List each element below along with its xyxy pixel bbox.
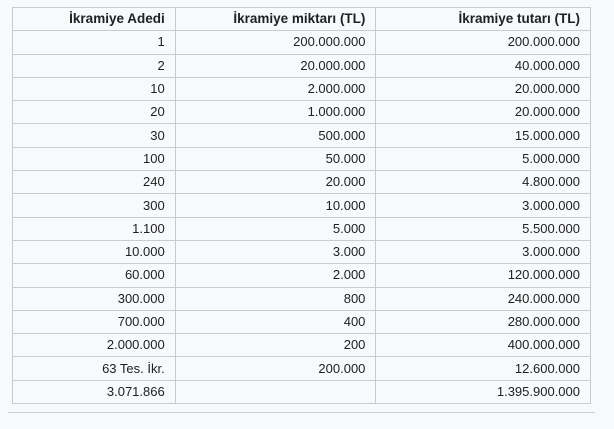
cell-prize-total: 5.500.000 bbox=[376, 217, 591, 240]
table-row bbox=[13, 357, 591, 380]
cell-prize-count: 10 bbox=[13, 77, 176, 100]
cell-prize-count: 300 bbox=[13, 194, 176, 217]
table-row bbox=[13, 310, 591, 333]
cell-prize-count: 100 bbox=[13, 147, 176, 170]
cell-prize-total: 12.600.000 bbox=[376, 357, 591, 380]
table-row bbox=[13, 31, 591, 54]
cell-prize-amount: 1.000.000 bbox=[175, 101, 376, 124]
cell-prize-amount: 200 bbox=[175, 334, 376, 357]
cell-prize-total: 3.000.000 bbox=[376, 194, 591, 217]
cell-prize-count: 2.000.000 bbox=[13, 334, 176, 357]
cell-prize-amount: 200.000.000 bbox=[175, 31, 376, 54]
cell-prize-total: 15.000.000 bbox=[376, 124, 591, 147]
header-prize-amount: İkramiye miktarı (TL) bbox=[175, 8, 376, 31]
cell-prize-total: 20.000.000 bbox=[376, 77, 591, 100]
cell-prize-count: 1.100 bbox=[13, 217, 176, 240]
table-row bbox=[13, 264, 591, 287]
cell-prize-amount: 800 bbox=[175, 287, 376, 310]
cell-total-count: 3.071.866 bbox=[13, 380, 176, 403]
cell-prize-total: 5.000.000 bbox=[376, 147, 591, 170]
cell-prize-amount: 20.000 bbox=[175, 171, 376, 194]
cell-prize-total: 280.000.000 bbox=[376, 310, 591, 333]
cell-prize-total: 3.000.000 bbox=[376, 240, 591, 263]
cell-prize-count: 1 bbox=[13, 31, 176, 54]
cell-prize-amount: 20.000.000 bbox=[175, 54, 376, 77]
cell-prize-total: 4.800.000 bbox=[376, 171, 591, 194]
table-row bbox=[13, 334, 591, 357]
cell-prize-count: 10.000 bbox=[13, 240, 176, 263]
table-row bbox=[13, 171, 591, 194]
table-row bbox=[13, 124, 591, 147]
table-header-row bbox=[13, 8, 591, 31]
cell-prize-amount: 400 bbox=[175, 310, 376, 333]
cell-prize-total: 200.000.000 bbox=[376, 31, 591, 54]
prize-table bbox=[12, 7, 591, 404]
cell-prize-amount: 50.000 bbox=[175, 147, 376, 170]
cell-prize-total: 240.000.000 bbox=[376, 287, 591, 310]
cell-prize-count: 20 bbox=[13, 101, 176, 124]
cell-prize-count: 700.000 bbox=[13, 310, 176, 333]
cell-prize-amount: 200.000 bbox=[175, 357, 376, 380]
cell-prize-count: 2 bbox=[13, 54, 176, 77]
cell-prize-amount: 5.000 bbox=[175, 217, 376, 240]
cell-prize-total: 20.000.000 bbox=[376, 101, 591, 124]
table-row bbox=[13, 101, 591, 124]
table-row bbox=[13, 147, 591, 170]
table-row bbox=[13, 54, 591, 77]
cell-prize-total: 400.000.000 bbox=[376, 334, 591, 357]
cell-prize-amount: 500.000 bbox=[175, 124, 376, 147]
cell-grand-total: 1.395.900.000 bbox=[376, 380, 591, 403]
table-row bbox=[13, 287, 591, 310]
cell-prize-amount: 2.000.000 bbox=[175, 77, 376, 100]
cell-prize-count: 63 Tes. İkr. bbox=[13, 357, 176, 380]
table-row bbox=[13, 77, 591, 100]
cell-prize-count: 240 bbox=[13, 171, 176, 194]
cell-prize-amount: 10.000 bbox=[175, 194, 376, 217]
cell-prize-total: 120.000.000 bbox=[376, 264, 591, 287]
table-row bbox=[13, 194, 591, 217]
header-prize-total: İkramiye tutarı (TL) bbox=[376, 8, 591, 31]
table-row bbox=[13, 217, 591, 240]
table-total-row bbox=[13, 380, 591, 403]
header-prize-count: İkramiye Adedi bbox=[13, 8, 176, 31]
cell-total-amount bbox=[175, 380, 376, 403]
cell-prize-amount: 2.000 bbox=[175, 264, 376, 287]
section-divider bbox=[8, 412, 595, 413]
cell-prize-amount: 3.000 bbox=[175, 240, 376, 263]
cell-prize-count: 60.000 bbox=[13, 264, 176, 287]
cell-prize-count: 30 bbox=[13, 124, 176, 147]
cell-prize-total: 40.000.000 bbox=[376, 54, 591, 77]
table-row bbox=[13, 240, 591, 263]
cell-prize-count: 300.000 bbox=[13, 287, 176, 310]
